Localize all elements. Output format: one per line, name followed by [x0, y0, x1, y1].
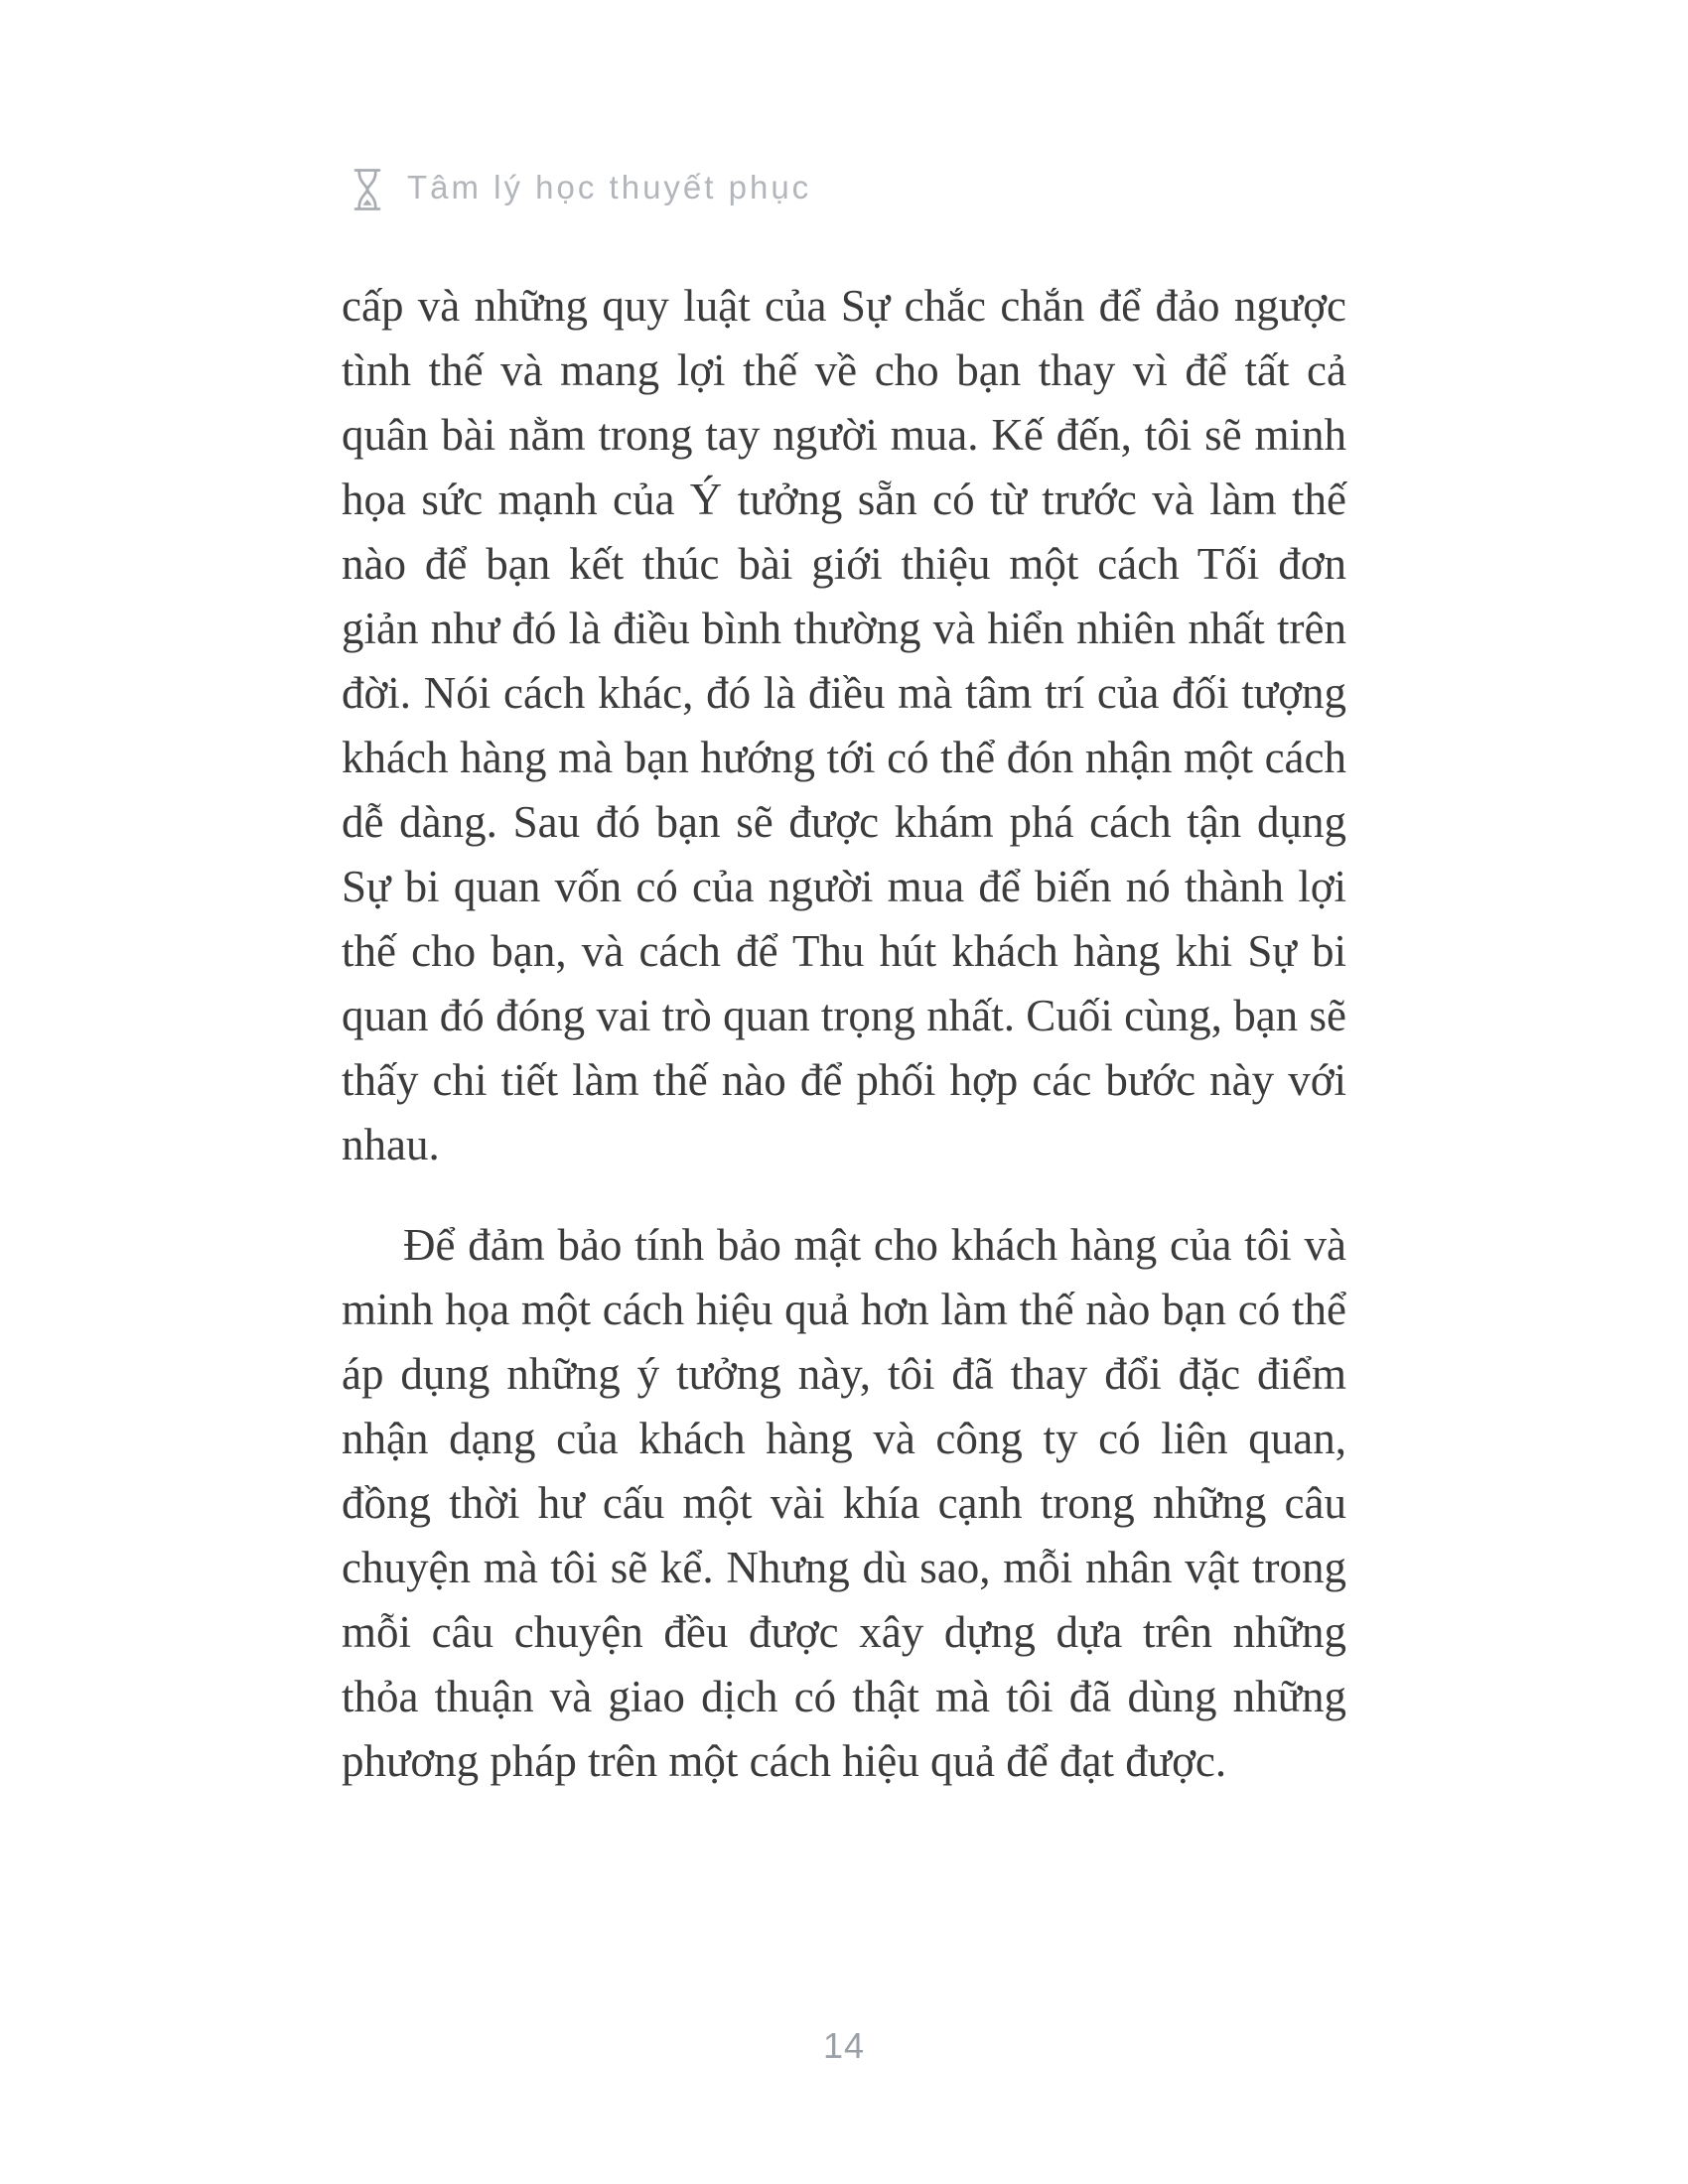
hourglass-icon [350, 167, 385, 212]
paragraph-1: cấp và những quy luật của Sự chắc chắn để đảo ngược tình thế và mang lợi thế về cho bạn thay vì để tất cả quân bài nằm trong tay người mua. Kế đến, tôi sẽ minh họa sức mạnh của Ý tưởng sẵn có từ trước và làm thế nào để bạn kết thúc bài giới thiệu một cách Tối đơn giản như đó là điều bình thường và hiển nhiên nhất trên đời. Nói cách khác, đó là điều mà tâm trí của đối tượng khách hàng mà bạn hướng tới có thể đón nhận một cách dễ dàng. Sau đó bạn sẽ được khám phá cách tận dụng Sự bi quan vốn có của người mua để biến nó thành lợi thế cho bạn, và cách để Thu hút khách hàng khi Sự bi quan đó đóng vai trò quan trọng nhất. Cuối cùng, bạn sẽ thấy chi tiết làm thế nào để phối hợp các bước này với nhau. [342, 281, 1346, 1169]
page-header [350, 167, 1346, 212]
page-number: 14 [822, 2025, 866, 2066]
page-footer [0, 2025, 1688, 2067]
paragraph-2: Để đảm bảo tính bảo mật cho khách hàng của tôi và minh họa một cách hiệu quả hơn làm thế nào bạn có thể áp dụng những ý tưởng này, tôi đã thay đổi đặc điểm nhận dạng của khách hàng và công ty có liên quan, đồng thời hư cấu một vài khía cạnh trong những câu chuyện mà tôi sẽ kể. Nhưng dù sao, mỗi nhân vật trong mỗi câu chuyện đều được xây dựng dựa trên những thỏa thuận và giao dịch có thật mà tôi đã dùng những phương pháp trên một cách hiệu quả để đạt được. [342, 1220, 1346, 1786]
page-body [342, 274, 1346, 1794]
running-head-title: Tâm lý học thuyết phục [407, 169, 812, 205]
